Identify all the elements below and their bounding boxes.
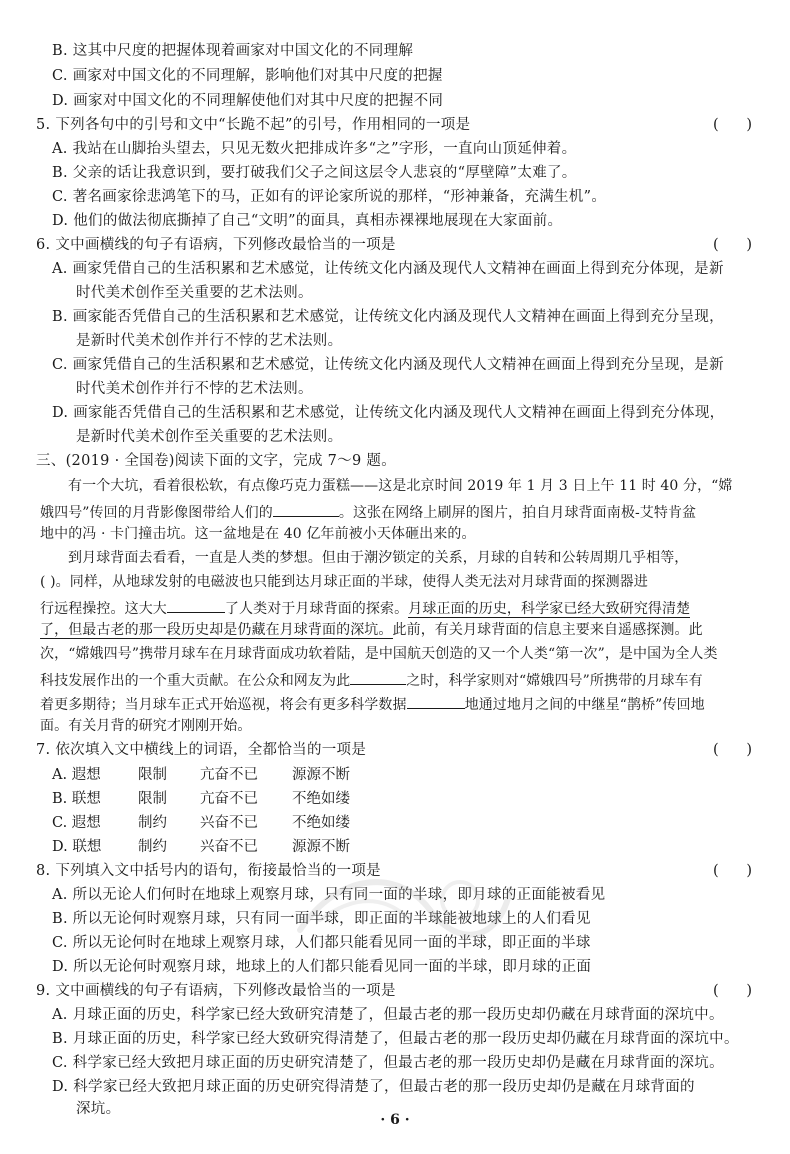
q7-cell: A. 遐想 [52, 767, 101, 783]
q7-cell: B. 联想 [52, 791, 101, 807]
passage-text: 地通过地月之间的中继星“鹊桥”传回地 [464, 697, 705, 713]
passage-text: 娥四号”传回的月背影像图带给人们的 [40, 505, 273, 521]
underlined-sentence-part1: 月球正面的历史，科学家已经大致研究得清楚 [408, 601, 691, 617]
q8-option-c: C. 所以无论何时在地球上观察月球，人们都只能看见同一面的半球，即正面的半球 [52, 935, 591, 951]
passage-p2-line8: 面。有关月背的研究才刚刚开始。 [40, 718, 252, 734]
passage-text: 之时，科学家则对“嫦娥四号”所携带的月球车有 [406, 673, 703, 689]
q9-option-c: C. 科学家已经大致把月球正面的历史研究清楚了，但最古老的那一段历史却仍是藏在月球背面的深坑。 [52, 1055, 724, 1071]
q7-cell: 限制 [138, 791, 167, 807]
fill-blank-3 [350, 669, 406, 685]
fill-blank-4 [407, 693, 465, 709]
passage-text: 此前，有关月球背面的信息主要来自遥感探测。此 [392, 622, 703, 638]
q9-option-d-line2: 深坑。 [76, 1101, 121, 1117]
q6-option-d-line1: D. 画家能否凭借自己的生活积累和艺术感觉，让传统文化内涵及现代人文精神在画面上得到充分体现， [52, 405, 725, 421]
q6-option-c-line2: 时代美术创作并行不悖的艺术法则。 [76, 381, 313, 397]
q6-option-a-line1: A. 画家凭借自己的生活积累和艺术感觉，让传统文化内涵及现代人文精神在画面上得到充分体现，是新 [52, 261, 724, 277]
q4-option-b: B. 这其中尺度的把握体现着画家对中国文化的不同理解 [52, 43, 414, 59]
q7-answer-bracket: ( ) [713, 742, 752, 758]
q5-option-a: A. 我站在山脚抬头望去，只见无数火把排成许多“之”字形，一直向山顶延伸着。 [52, 141, 577, 157]
passage-p2-line4 [40, 621, 703, 640]
q4-option-d: D. 画家对中国文化的不同理解使他们对其中尺度的把握不同 [52, 93, 444, 109]
passage-text: 科技发展作出的一个重大贡献。在公众和网友为此 [40, 673, 351, 689]
q9-option-b: B. 月球正面的历史，科学家已经大致研究得清楚了，但最古老的那一段历史却仍藏在月球背面的深坑中。 [52, 1031, 739, 1047]
passage-text: 着更多期待；当月球车正式开始巡视，将会有更多科学数据 [40, 697, 407, 713]
q6-option-a-line2: 时代美术创作至关重要的艺术法则。 [76, 285, 313, 301]
page-number: · 6 · [380, 1112, 410, 1128]
q7-cell: 亢奋不已 [200, 791, 258, 807]
q6-answer-bracket: ( ) [713, 237, 752, 253]
q7-cell: 兴奋不已 [200, 839, 258, 855]
q5-option-c: C. 著名画家徐悲鸿笔下的马，正如有的评论家所说的那样，“形神兼备，充满生机”。 [52, 189, 607, 205]
q7-cell: 不绝如缕 [292, 791, 350, 807]
q6-stem: 6. 文中画横线的句子有语病，下列修改最恰当的一项是 [36, 237, 396, 253]
q8-option-a: A. 所以无论人们何时在地球上观察月球，只有同一面的半球，即月球的正面能被看见 [52, 887, 606, 903]
q9-stem: 9. 文中画横线的句子有语病，下列修改最恰当的一项是 [36, 983, 396, 999]
passage-p1-line2 [40, 501, 696, 523]
fill-blank-2 [167, 597, 225, 613]
q7-cell: D. 联想 [52, 839, 102, 855]
q7-cell: C. 遐想 [52, 815, 101, 831]
passage-text: 。这张在网络上刷屏的图片，拍自月球背面南极-艾特肯盆 [338, 505, 697, 521]
passage-p2-line5: 次，“嫦娥四号”携带月球车在月球背面成功软着陆，是中国航天创造的又一个人类“第一次”，是中国为全人类 [40, 646, 718, 662]
q9-option-a: A. 月球正面的历史，科学家已经大致研究清楚了，但最古老的那一段历史却仍藏在月球背面的深坑中。 [52, 1007, 724, 1023]
q8-stem: 8. 下列填入文中括号内的语句，衔接最恰当的一项是 [36, 863, 381, 879]
q8-option-d: D. 所以无论何时观察月球，地球上的人们都只能看见同一面的半球，即月球的正面 [52, 959, 592, 975]
passage-p2-line1: 到月球背面去看看，一直是人类的梦想。但由于潮汐锁定的关系，月球的自转和公转周期几乎相等， [68, 550, 689, 566]
q6-option-d-line2: 是新时代美术创作至关重要的艺术法则。 [76, 429, 343, 445]
q5-answer-bracket: ( ) [713, 117, 752, 133]
q6-option-b-line1: B. 画家能否凭借自己的生活积累和艺术感觉，让传统文化内涵及现代人文精神在画面上得到充分呈现， [52, 309, 724, 325]
q9-answer-bracket: ( ) [713, 983, 752, 999]
fill-blank-1 [273, 501, 339, 517]
q5-option-d: D. 他们的做法彻底撕掉了自己“文明”的面具，真相赤裸裸地展现在大家面前。 [52, 213, 563, 229]
q7-cell: 限制 [138, 767, 167, 783]
q5-option-b: B. 父亲的话让我意识到，要打破我们父子之间这层令人悲哀的“厚壁障”太难了。 [52, 165, 577, 181]
q7-cell: 不绝如缕 [292, 815, 350, 831]
q8-option-b: B. 所以无论何时观察月球，只有同一面半球，即正面的半球能被地球上的人们看见 [52, 911, 591, 927]
section-3-heading: 三、(2019 · 全国卷)阅读下面的文字，完成 7～9 题。 [36, 453, 397, 469]
passage-p1-line3: 地中的冯 · 卡门撞击坑。这一盆地是在 40 亿年前被小天体砸出来的。 [40, 526, 476, 542]
q7-cell: 源源不断 [292, 767, 350, 783]
q7-cell: 兴奋不已 [200, 815, 258, 831]
q9-option-d-line1: D. 科学家已经大致把月球正面的历史研究得清楚了，但最古老的那一段历史却仍是藏在月球背面的 [52, 1079, 695, 1095]
q7-cell: 制约 [138, 815, 167, 831]
q7-cell: 亢奋不已 [200, 767, 258, 783]
q7-stem: 7. 依次填入文中横线上的词语，全都恰当的一项是 [36, 742, 367, 758]
passage-p2-line6 [40, 669, 703, 691]
q6-option-c-line1: C. 画家凭借自己的生活积累和艺术感觉，让传统文化内涵及现代人文精神在画面上得到充分呈现，是新 [52, 357, 724, 373]
underlined-sentence-part2: 了，但最古老的那一段历史却是仍藏在月球背面的深坑。 [40, 622, 393, 638]
passage-text: 行远程操控。这大大 [40, 601, 167, 617]
q4-option-c: C. 画家对中国文化的不同理解，影响他们对其中尺度的把握 [52, 68, 443, 84]
q6-option-b-line2: 是新时代美术创作并行不悖的艺术法则。 [76, 333, 343, 349]
q7-cell: 制约 [138, 839, 167, 855]
passage-text: 了人类对于月球背面的探索。 [224, 601, 409, 617]
passage-p2-line3 [40, 597, 690, 619]
passage-p2-line2: ( )。同样，从地球发射的电磁波也只能到达月球正面的半球，使得人类无法对月球背面的探测器进 [40, 574, 648, 590]
q7-cell: 源源不断 [292, 839, 350, 855]
passage-p2-line7 [40, 693, 705, 715]
passage-p1-line1: 有一个大坑，看着很松软，有点像巧克力蛋糕——这是北京时间 2019 年 1 月 3 日上午 11 时 40 分，“嫦 [68, 478, 733, 494]
q5-stem: 5. 下列各句中的引号和文中“长跪不起”的引号，作用相同的一项是 [36, 117, 471, 133]
q8-answer-bracket: ( ) [713, 863, 752, 879]
